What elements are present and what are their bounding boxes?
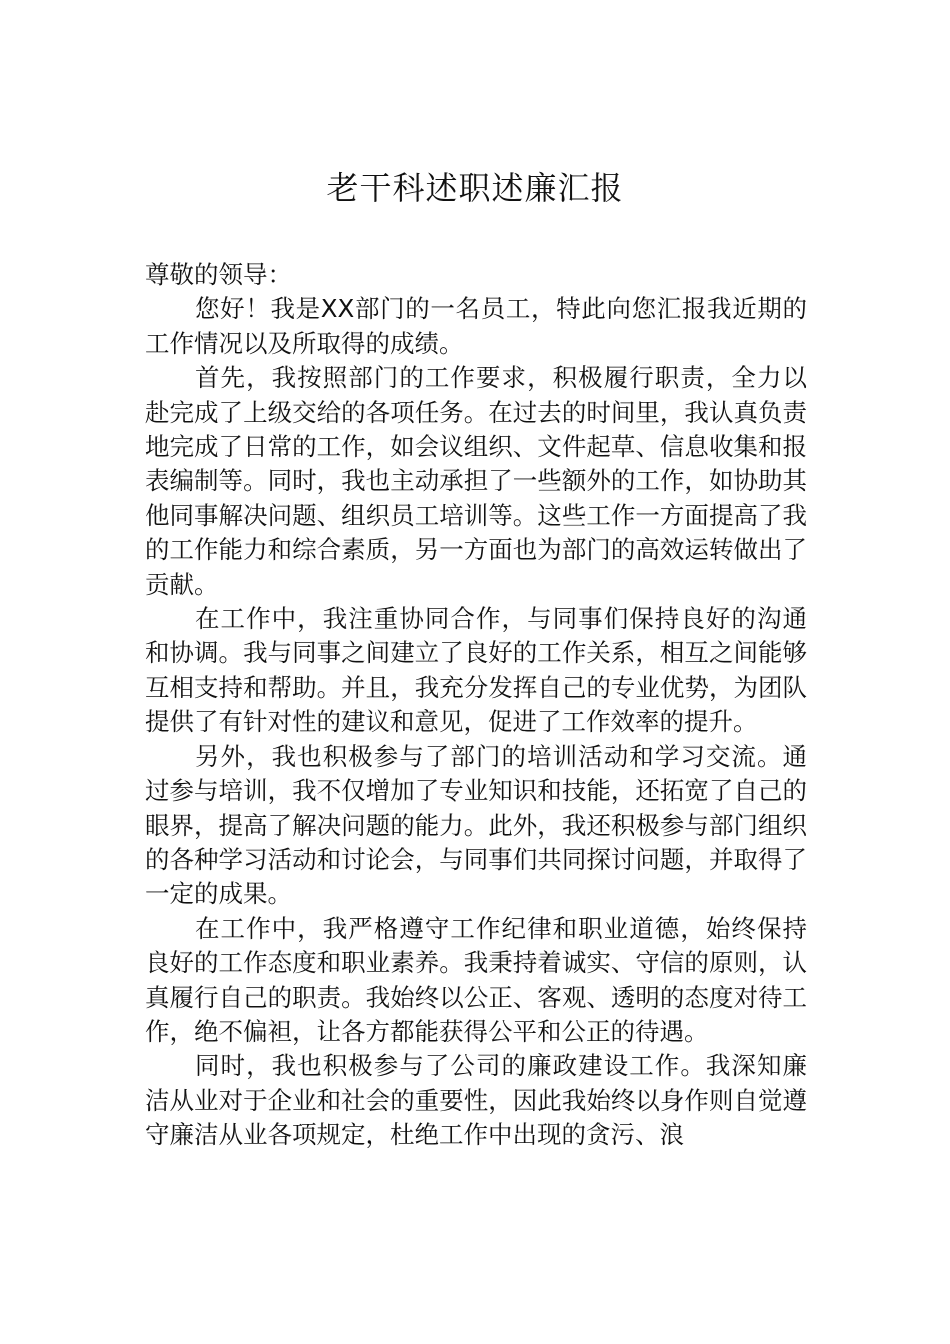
- paragraph-greeting: 您好！我是XX部门的一名员工，特此向您汇报我近期的工作情况以及所取得的成绩。: [145, 294, 807, 358]
- paragraph-integrity: 同时，我也积极参与了公司的廉政建设工作。我深知廉洁从业对于企业和社会的重要性，因此我始终以身作则自觉遵守廉洁从业各项规定，杜绝工作中出现的贪污、浪: [145, 1051, 807, 1150]
- salutation: 尊敬的领导：: [145, 260, 292, 289]
- paragraph-cooperation: 在工作中，我注重协同合作，与同事们保持良好的沟通和协调。我与同事之间建立了良好的工作关系，相互之间能够互相支持和帮助。并且，我充分发挥自己的专业优势，为团队提供了有针对性的建议和意见，促进了工作效率的提升。: [145, 604, 807, 737]
- document-title: 老干科述职述廉汇报: [326, 169, 624, 207]
- paragraph-duties: 首先，我按照部门的工作要求，积极履行职责，全力以赴完成了上级交给的各项任务。在过去的时间里，我认真负责地完成了日常的工作，如会议组织、文件起草、信息收集和报表编制等。同时，我也主动承担了一些额外的工作，如协助其他同事解决问题、组织员工培训等。这些工作一方面提高了我的工作能力和综合素质，另一方面也为部门的高效运转做出了贡献。: [145, 363, 807, 599]
- document-body: [145, 258, 807, 1153]
- paragraph-training: 另外，我也积极参与了部门的培训活动和学习交流。通过参与培训，我不仅增加了专业知识和技能，还拓宽了自己的眼界，提高了解决问题的能力。此外，我还积极参与部门组织的各种学习活动和讨论会，与同事们共同探讨问题，并取得了一定的成果。: [145, 741, 807, 909]
- paragraph-discipline: 在工作中，我严格遵守工作纪律和职业道德，始终保持良好的工作态度和职业素养。我秉持着诚实、守信的原则，认真履行自己的职责。我始终以公正、客观、透明的态度对待工作，绝不偏袒，让各方都能获得公平和公正的待遇。: [145, 913, 807, 1046]
